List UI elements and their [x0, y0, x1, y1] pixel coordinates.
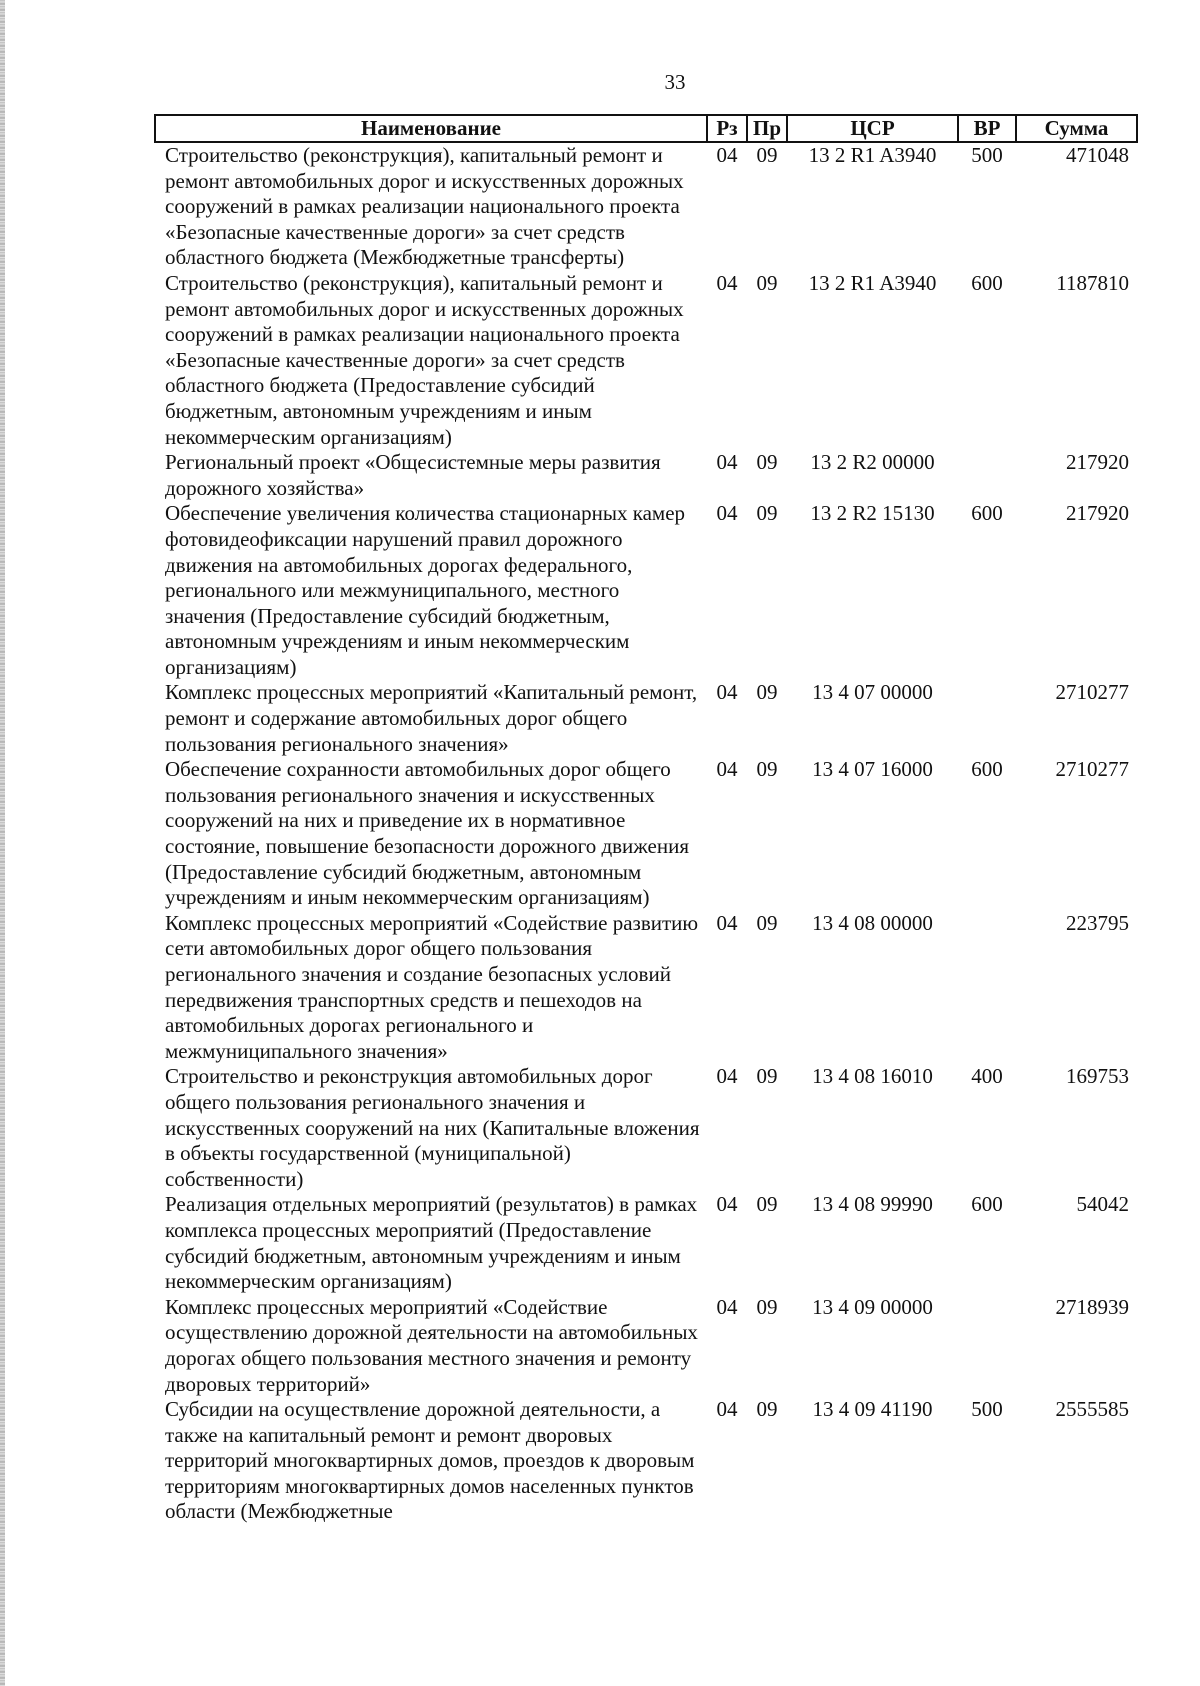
row-csr: 13 4 08 00000	[812, 910, 933, 935]
row-sum: 2718939	[1055, 1294, 1129, 1319]
table-row	[155, 1064, 1137, 1192]
row-sum: 2710277	[1055, 680, 1129, 705]
row-rz: 04	[716, 143, 738, 167]
row-vr	[958, 1295, 1016, 1397]
row-pr: 09	[756, 1192, 778, 1217]
table-row	[155, 911, 1137, 1065]
table-row	[155, 450, 1137, 501]
table-row	[155, 1397, 1137, 1525]
row-rz: 04	[716, 1192, 738, 1217]
row-name: Обеспечение увеличения количества стационарных камер фотовидеофиксации нарушений правил дорожного движения на автомобильных дорогах федерального, регионального или межмуниципального, местного значения (Предоставление субсидий бюджетным, автономным учреждениям и иным некоммерческим организациям)	[165, 501, 686, 679]
table-row	[155, 142, 1137, 271]
row-rz: 04	[716, 1294, 738, 1319]
row-csr: 13 2 R1 A3940	[808, 143, 937, 167]
row-csr: 13 4 08 16010	[812, 1064, 933, 1089]
page-number: 33	[664, 70, 686, 94]
row-rz: 04	[716, 1064, 738, 1089]
row-vr: 600	[971, 270, 1003, 295]
row-vr	[958, 680, 1016, 757]
row-vr	[958, 450, 1016, 501]
row-name: Комплекс процессных мероприятий «Капитальный ремонт, ремонт и содержание автомобильных дорог общего пользования регионального значения»	[165, 680, 698, 756]
row-vr: 500	[971, 143, 1003, 167]
row-vr: 600	[971, 757, 1003, 782]
header-name: Наименование	[155, 115, 707, 142]
row-pr: 09	[756, 910, 778, 935]
table-row	[155, 680, 1137, 757]
row-name: Региональный проект «Общесистемные меры развития дорожного хозяйства»	[165, 450, 661, 500]
row-rz: 04	[716, 501, 738, 526]
row-csr: 13 2 R1 A3940	[808, 270, 937, 295]
row-sum: 1187810	[1056, 270, 1129, 295]
scan-edge	[0, 0, 5, 1686]
row-sum: 169753	[1066, 1064, 1129, 1089]
table-row	[155, 1295, 1137, 1397]
row-name: Обеспечение сохранности автомобильных дорог общего пользования регионального значения и искусственных сооружений на них и приведение их в нормативное состояние, повышение безопасности дорожного движения (Предоставление субсидий бюджетным, автономным учреждениям и иным некоммерческим организациям)	[165, 757, 689, 910]
row-csr: 13 4 07 00000	[812, 680, 933, 705]
table-row	[155, 757, 1137, 911]
row-rz: 04	[716, 270, 738, 295]
header-csr: ЦСР	[787, 115, 958, 142]
table-row	[155, 1192, 1137, 1294]
row-sum: 223795	[1066, 910, 1129, 935]
row-pr: 09	[756, 450, 778, 475]
row-name: Комплекс процессных мероприятий «Содействие развитию сети автомобильных дорог общего пользования регионального значения и создание безопасных условий передвижения транспортных средств и пешеходов на автомобильных дорогах регионального и межмуниципального значения»	[165, 910, 699, 1063]
table-row	[155, 501, 1137, 680]
table-row	[155, 271, 1137, 450]
table-header	[155, 115, 1137, 142]
header-rz: Рз	[707, 115, 747, 142]
row-csr: 13 2 R2 00000	[810, 450, 935, 475]
row-name: Строительство и реконструкция автомобильных дорог общего пользования регионального значения и искусственных сооружений на них (Капитальные вложения в объекты государственной (муниципальной) собственности)	[165, 1064, 700, 1191]
row-pr: 09	[756, 143, 778, 167]
row-rz: 04	[716, 910, 738, 935]
row-csr: 13 4 08 99990	[812, 1192, 933, 1217]
header-row	[155, 115, 1137, 142]
row-pr: 09	[756, 1397, 778, 1422]
row-vr: 600	[971, 1192, 1003, 1217]
row-pr: 09	[756, 501, 778, 526]
row-sum: 217920	[1066, 450, 1129, 475]
row-pr: 09	[756, 270, 778, 295]
row-rz: 04	[716, 450, 738, 475]
row-csr: 13 2 R2 15130	[810, 501, 935, 526]
row-sum: 217920	[1066, 501, 1129, 526]
budget-table	[154, 114, 1138, 1525]
row-rz: 04	[716, 757, 738, 782]
table-body	[155, 142, 1137, 1525]
row-csr: 13 4 07 16000	[812, 757, 933, 782]
row-name: Субсидии на осуществление дорожной деятельности, а также на капитальный ремонт и ремонт дворовых территорий многоквартирных домов, проездов к дворовым территориям многоквартирных домов населенных пунктов области (Межбюджетные	[165, 1397, 695, 1524]
row-sum: 2710277	[1055, 757, 1129, 782]
header-vr: ВР	[958, 115, 1016, 142]
row-sum: 54042	[1076, 1192, 1129, 1217]
row-vr	[958, 911, 1016, 1065]
row-sum: 2555585	[1055, 1397, 1129, 1422]
row-pr: 09	[756, 1294, 778, 1319]
row-vr: 500	[971, 1397, 1003, 1422]
row-pr: 09	[756, 1064, 778, 1089]
row-name: Строительство (реконструкция), капитальный ремонт и ремонт автомобильных дорог и искусственных дорожных сооружений в рамках реализации национального проекта «Безопасные качественные дороги» за счет средств областного бюджета (Предоставление субсидий бюджетным, автономным учреждениям и иным некоммерческим организациям)	[165, 270, 684, 449]
row-name: Строительство (реконструкция), капитальный ремонт и ремонт автомобильных дорог и искусственных дорожных сооружений в рамках реализации национального проекта «Безопасные качественные дороги» за счет средств областного бюджета (Межбюджетные трансферты)	[165, 143, 684, 270]
row-vr: 600	[971, 501, 1003, 526]
row-name: Реализация отдельных мероприятий (результатов) в рамках комплекса процессных мероприятий (Предоставление субсидий бюджетным, автономным учреждениям и иным некоммерческим организациям)	[165, 1192, 698, 1294]
row-csr: 13 4 09 41190	[812, 1397, 933, 1422]
header-pr: Пр	[747, 115, 787, 142]
row-csr: 13 4 09 00000	[812, 1294, 933, 1319]
row-name: Комплекс процессных мероприятий «Содействие осуществлению дорожной деятельности на автомобильных дорогах общего пользования местного значения и ремонту дворовых территорий»	[165, 1294, 698, 1396]
header-sum: Сумма	[1016, 115, 1137, 142]
row-pr: 09	[756, 757, 778, 782]
row-rz: 04	[716, 680, 738, 705]
row-vr: 400	[971, 1064, 1003, 1089]
row-sum: 471048	[1066, 143, 1129, 167]
row-pr: 09	[756, 680, 778, 705]
row-rz: 04	[716, 1397, 738, 1422]
